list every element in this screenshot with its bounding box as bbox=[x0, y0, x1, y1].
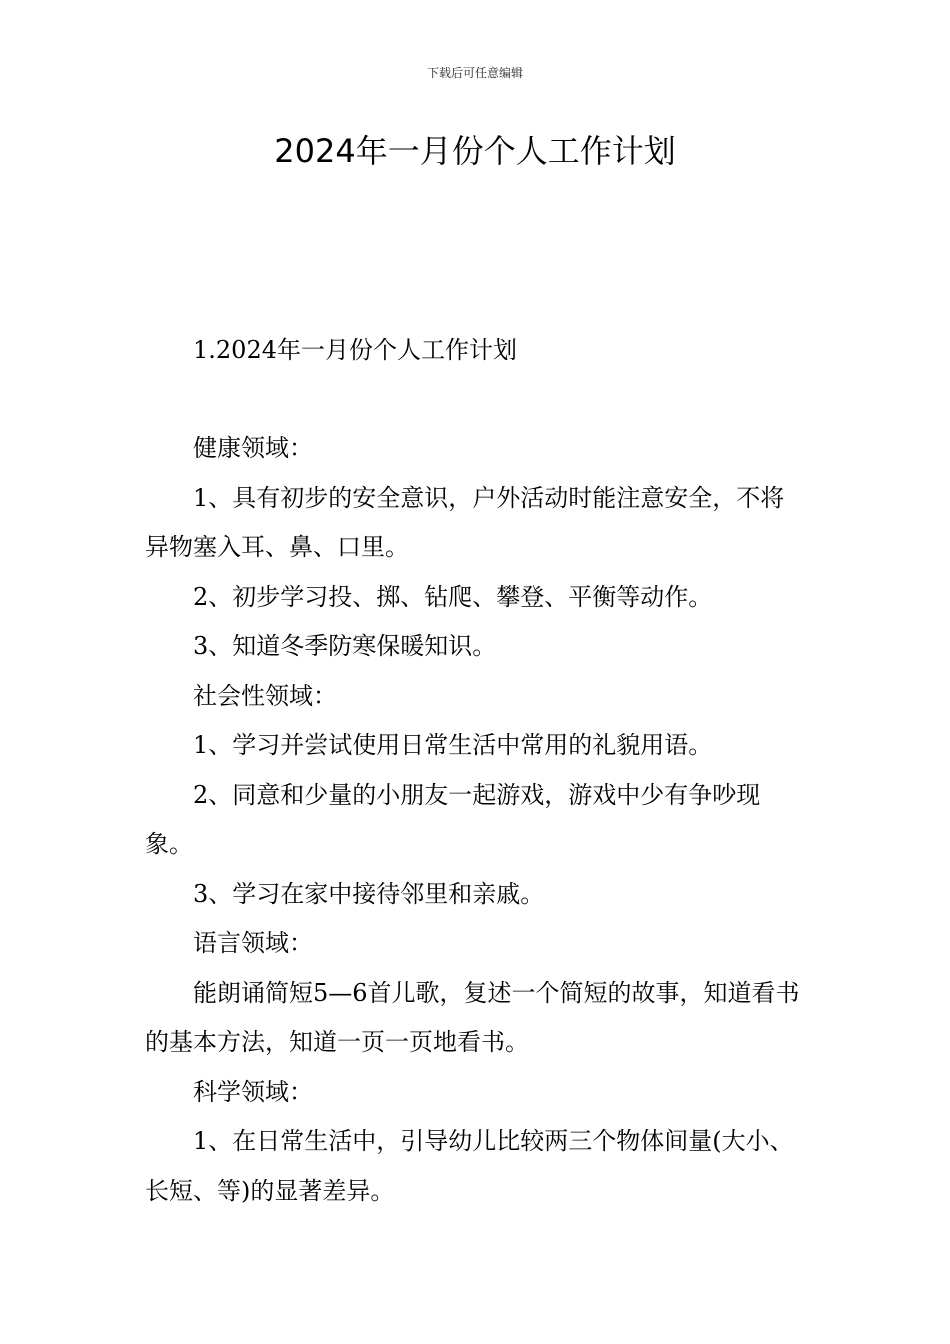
section-heading-science: 科学领域： bbox=[193, 1077, 313, 1106]
paragraph: 1、学习并尝试使用日常生活中常用的礼貌用语。 bbox=[193, 731, 713, 759]
paragraph: 1、在日常生活中，引导幼儿比较两三个物体间量(大小、长短、等)的显著差异。 bbox=[145, 1127, 794, 1205]
section-heading-language: 语言领域： bbox=[193, 929, 313, 957]
paragraph: 2、初步学习投、掷、钻爬、攀登、平衡等动作。 bbox=[193, 582, 713, 611]
paragraph: 3、知道冬季防寒保暖知识。 bbox=[193, 632, 497, 660]
section-heading-social: 社会性领域： bbox=[193, 681, 337, 710]
section-heading-health: 健康领域： bbox=[193, 434, 313, 462]
paragraph: 1、具有初步的安全意识，户外活动时能注意安全，不将异物塞入耳、鼻、口里。 bbox=[145, 483, 785, 561]
document-title: 2024年一月份个人工作计划 bbox=[274, 132, 676, 170]
paragraph: 3、学习在家中接待邻里和亲戚。 bbox=[193, 879, 545, 908]
document-subtitle bbox=[145, 326, 808, 376]
subtitle-text: 1.2024年一月份个人工作计划 bbox=[193, 336, 517, 364]
page-header-note: 下载后可任意编辑 bbox=[426, 66, 523, 80]
paragraph: 2、同意和少量的小朋友一起游戏，游戏中少有争吵现象。 bbox=[145, 780, 761, 858]
paragraph: 能朗诵简短5—6首儿歌，复述一个简短的故事，知道看书的基本方法，知道一页一页地看书。 bbox=[145, 978, 800, 1056]
document-body bbox=[145, 424, 808, 1216]
